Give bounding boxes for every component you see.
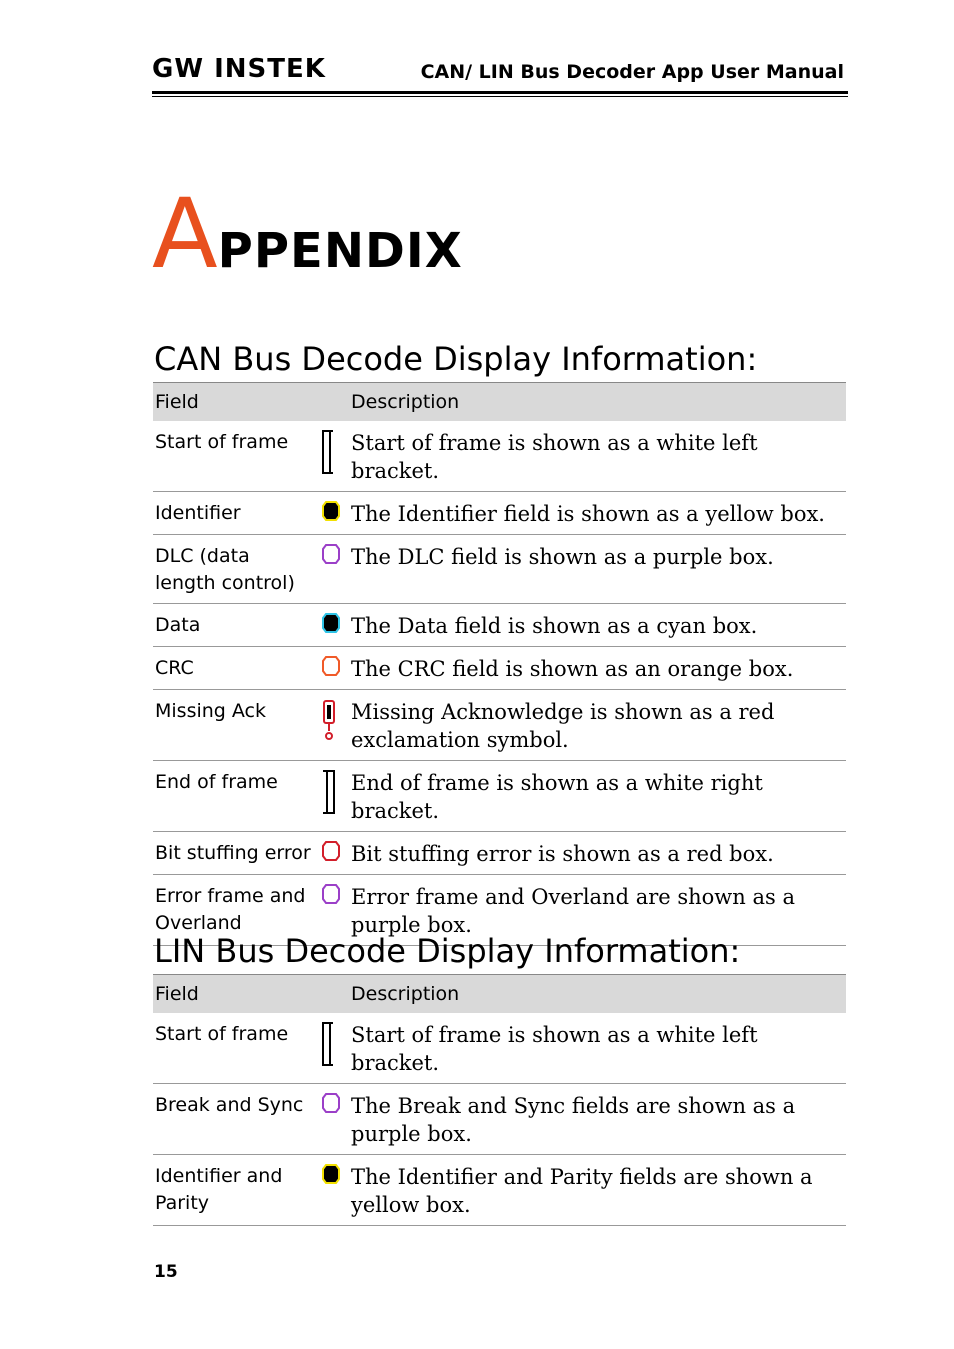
lin-section-title: LIN Bus Decode Display Information: [154,932,741,970]
field-symbol [317,1084,345,1155]
field-name: Break and Sync [153,1084,317,1155]
field-symbol [317,647,345,690]
field-name: Bit stuffing error [153,832,317,875]
field-name: End of frame [153,761,317,832]
field-name: Missing Ack [153,690,317,761]
field-description: Start of frame is shown as a white left bracket. [345,421,846,492]
field-symbol [317,1013,345,1084]
field-description: Bit stuffing error is shown as a red box. [345,832,846,875]
page-number: 15 [154,1262,178,1282]
purple-box-icon [321,883,345,905]
field-name: Identifier [153,492,317,535]
table-row [153,761,846,832]
field-symbol [317,1155,345,1226]
table-row [153,1155,846,1226]
table-row [153,604,846,647]
orange-box-icon [321,655,345,677]
field-description: The Data field is shown as a cyan box. [345,604,846,647]
page-heading: APPENDIX [152,178,463,290]
white-right-bracket-icon [321,769,345,815]
white-left-bracket-icon [321,429,345,475]
purple-box-icon [321,1092,345,1114]
table-row [153,647,846,690]
field-symbol [317,421,345,492]
field-symbol [317,604,345,647]
field-description: Start of frame is shown as a white left bracket. [345,1013,846,1084]
table-row [153,832,846,875]
table-row [153,690,846,761]
field-name: Data [153,604,317,647]
field-name: Start of frame [153,421,317,492]
field-description: The Break and Sync fields are shown as a purple box. [345,1084,846,1155]
field-name: DLC (data length control) [153,535,317,604]
field-description: The Identifier field is shown as a yellow box. [345,492,846,535]
table-row [153,492,846,535]
yellow-box-icon [321,500,345,522]
field-description: End of frame is shown as a white right bracket. [345,761,846,832]
column-header-field: Field [153,383,317,422]
field-symbol [317,690,345,761]
column-header-field: Field [153,975,317,1014]
manual-title: CAN/ LIN Bus Decoder App User Manual [420,61,844,83]
white-left-bracket-icon [321,1021,345,1067]
column-header-description: Description [317,975,846,1014]
can-info-table [153,382,846,946]
field-name: Identifier and Parity [153,1155,317,1226]
lin-info-table [153,974,846,1226]
cyan-box-icon [321,612,345,634]
field-symbol [317,761,345,832]
field-name: Error frame and Overland [153,875,317,946]
field-description: The CRC field is shown as an orange box. [345,647,846,690]
header-rule [152,91,848,94]
field-description: Error frame and Overland are shown as a purple box. [345,875,846,946]
field-symbol [317,535,345,604]
field-name: CRC [153,647,317,690]
can-section-title: CAN Bus Decode Display Information: [154,340,758,378]
field-name: Start of frame [153,1013,317,1084]
yellow-box-icon [321,1163,345,1185]
page-header [152,52,848,98]
red-box-icon [321,840,345,862]
table-row [153,1013,846,1084]
header-rule-thin [152,96,848,97]
brand-logo: GW INSTEK [152,54,326,84]
red-exclamation-icon [321,698,345,744]
table-row [153,1084,846,1155]
field-symbol [317,492,345,535]
table-row [153,421,846,492]
field-description: Missing Acknowledge is shown as a red exclamation symbol. [345,690,846,761]
column-header-description: Description [317,383,846,422]
field-symbol [317,832,345,875]
field-description: The Identifier and Parity fields are shown a yellow box. [345,1155,846,1226]
table-row [153,535,846,604]
purple-box-icon [321,543,345,565]
field-description: The DLC field is shown as a purple box. [345,535,846,604]
